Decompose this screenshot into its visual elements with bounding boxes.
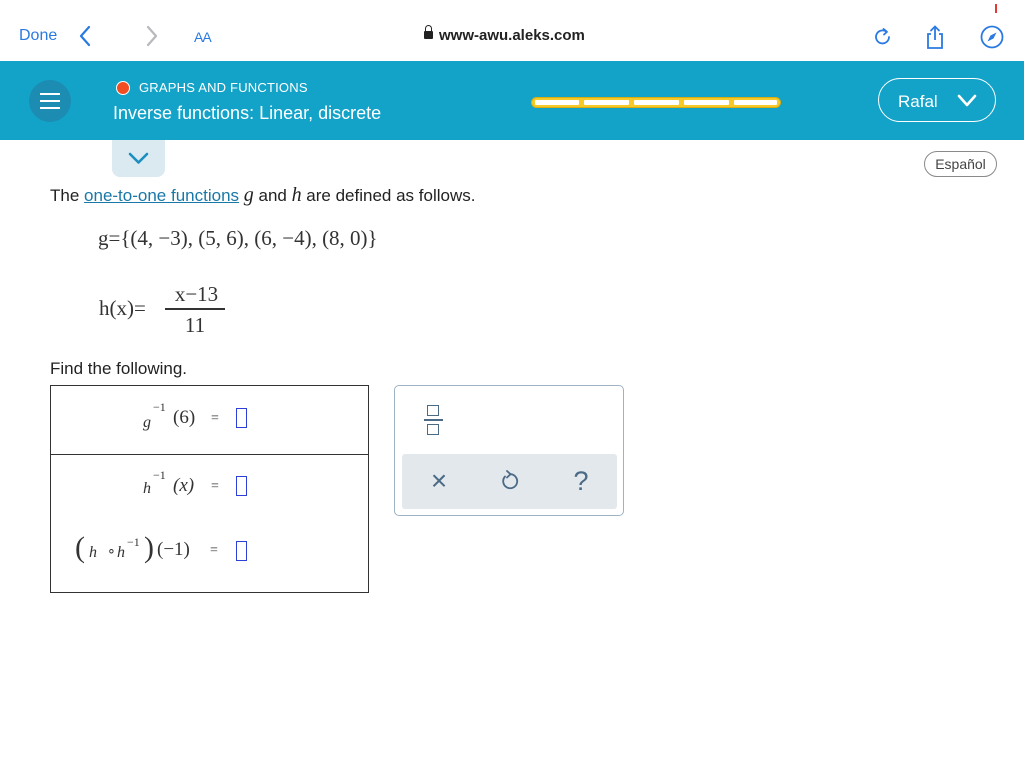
answer-input-2[interactable] <box>236 476 247 496</box>
compass-icon[interactable] <box>979 24 1005 50</box>
h-lhs: h(x)= <box>99 296 146 320</box>
reload-icon[interactable] <box>870 24 896 50</box>
answer-row-h-inverse: h −1 (x) = <box>143 470 263 504</box>
answer-input-3[interactable] <box>236 541 247 561</box>
menu-icon[interactable] <box>29 80 71 122</box>
g-definition: g={(4, −3), (5, 6), (6, −4), (8, 0)} <box>98 226 378 250</box>
topic-status-dot <box>116 81 130 95</box>
topic-title: Inverse functions: Linear, discrete <box>113 103 382 123</box>
share-icon[interactable] <box>922 24 948 50</box>
answer-row-composition: ( h ∘ h −1 ) (−1) = <box>75 531 265 571</box>
user-name: Rafal <box>898 92 938 111</box>
done-button[interactable]: Done <box>19 27 58 44</box>
fraction-button[interactable] <box>424 403 444 439</box>
help-button[interactable]: ? <box>573 466 589 496</box>
undo-icon[interactable] <box>497 468 523 494</box>
notification-mark <box>995 4 997 13</box>
lock-icon <box>424 31 433 39</box>
answer-table <box>50 385 369 593</box>
browser-toolbar <box>0 0 1024 61</box>
one-to-one-link[interactable]: one-to-one functions <box>84 186 240 205</box>
chevron-down-icon <box>128 152 149 165</box>
h-definition <box>99 282 239 338</box>
find-label: Find the following. <box>50 359 188 378</box>
chevron-right-icon[interactable] <box>144 24 160 48</box>
math-palette <box>394 385 624 516</box>
aleks-header <box>0 61 1024 140</box>
topic-category: GRAPHS AND FUNCTIONS <box>139 80 308 95</box>
url-text: www-awu.aleks.com <box>439 27 585 44</box>
chevron-left-icon[interactable] <box>77 24 93 48</box>
chevron-down-icon <box>957 94 977 108</box>
h-numerator: x−13 <box>174 282 219 306</box>
answer-input-1[interactable] <box>236 408 247 428</box>
palette-toolbar <box>402 454 617 509</box>
answer-row-g-inverse: g −1 (6) = <box>143 404 263 438</box>
language-button[interactable]: Español <box>924 151 997 177</box>
topic-progress-bar <box>531 97 781 108</box>
fraction-bar <box>165 308 225 310</box>
user-menu-button[interactable] <box>878 78 996 122</box>
address-bar[interactable] <box>424 27 585 44</box>
expand-header-button[interactable] <box>112 140 165 177</box>
clear-button[interactable]: × <box>430 465 448 496</box>
divider <box>51 454 368 455</box>
text-size-button[interactable]: AA <box>194 29 211 45</box>
problem-intro: The one-to-one functions g and h are defined as follows. <box>50 184 476 206</box>
h-denominator: 11 <box>184 313 206 337</box>
